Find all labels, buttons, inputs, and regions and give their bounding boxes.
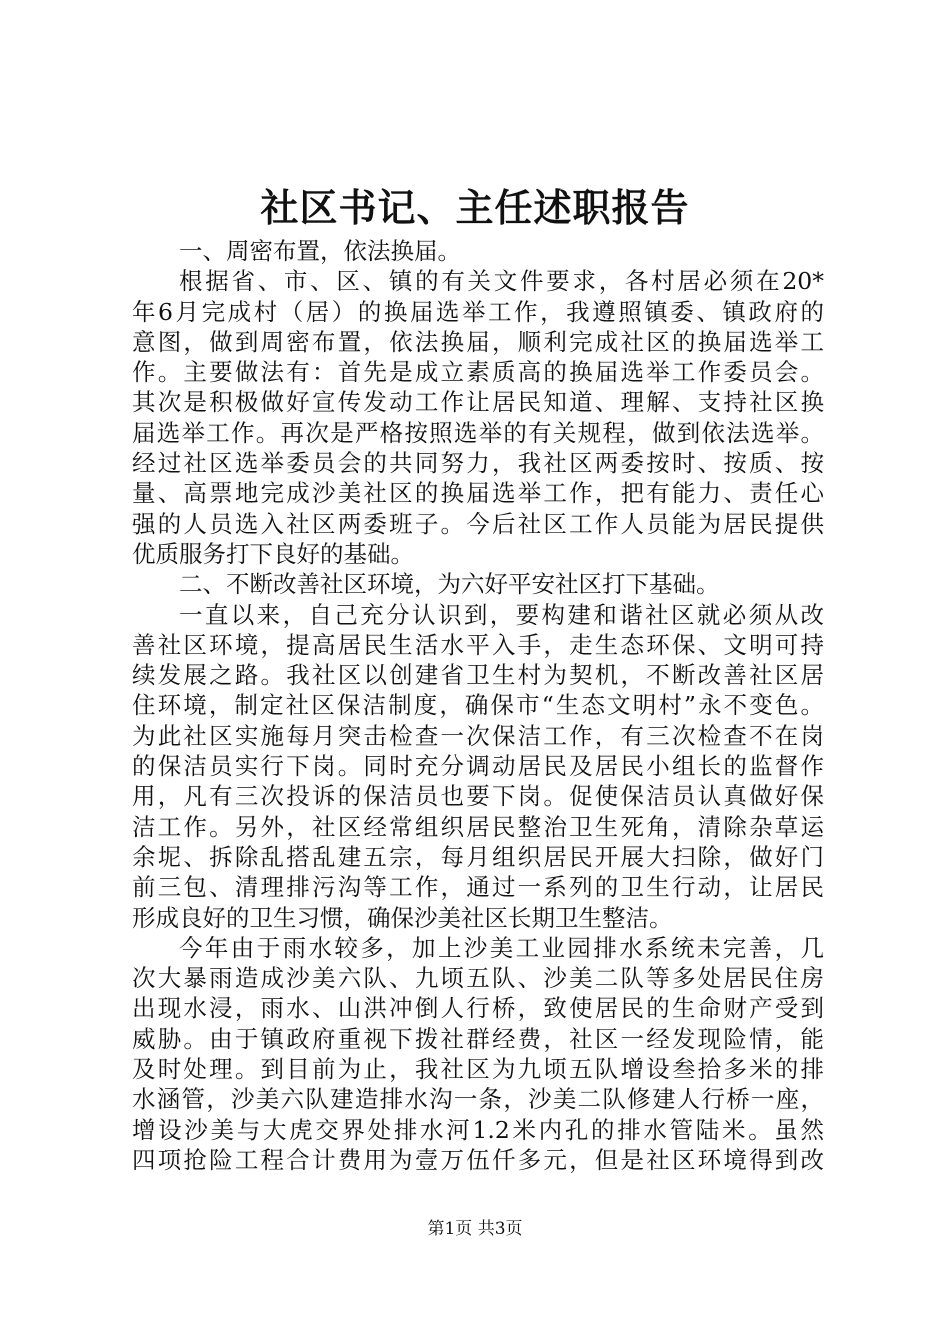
paragraph-line: 次大暴雨造成沙美六队、九顷五队、沙美二队等多处居民住房 xyxy=(132,964,824,993)
section-heading: 一、周密布置，依法换届。 xyxy=(179,237,461,265)
paragraph-line: 余坭、拆除乱搭乱建五宗，每月组织居民开展大扫除，做好门 xyxy=(132,842,824,871)
document-body xyxy=(132,236,824,1175)
paragraph-line: 善社区环境，提高居民生活水平入手，走生态环保、文明可持 xyxy=(132,630,824,659)
paragraph-line: 为此社区实施每月突击检查一次保洁工作，有三次检查不在岗 xyxy=(132,721,824,750)
paragraph-line: 年6月完成村（居）的换届选举工作，我遵照镇委、镇政府的 xyxy=(132,297,824,326)
paragraph-line: 住环境，制定社区保洁制度，确保市“生态文明村”永不变色。 xyxy=(132,691,824,720)
paragraph-line: 强的人员选入社区两委班子。今后社区工作人员能为居民提供 xyxy=(132,509,824,538)
paragraph-line: 今年由于雨水较多，加上沙美工业园排水系统未完善，几 xyxy=(179,933,824,962)
paragraph-line: 出现水浸，雨水、山洪冲倒人行桥，致使居民的生命财产受到 xyxy=(132,994,824,1023)
paragraph-line: 前三包、清理排污沟等工作，通过一系列的卫生行动，让居民 xyxy=(132,873,824,902)
paragraph-line: 意图，做到周密布置，依法换届，顺利完成社区的换届选举工 xyxy=(132,327,824,356)
paragraph-line: 威胁。由于镇政府重视下拨社群经费，社区一经发现险情，能 xyxy=(132,1024,824,1053)
paragraph-line: 根据省、市、区、镇的有关文件要求，各村居必须在20* xyxy=(179,267,824,296)
paragraph-line: 四项抢险工程合计费用为壹万伍仟多元，但是社区环境得到改 xyxy=(132,1145,824,1174)
paragraph-line: 一直以来，自己充分认识到，要构建和谐社区就必须从改 xyxy=(179,600,824,629)
page-footer: 第1页 共3页 xyxy=(427,1219,523,1239)
paragraph-line: 水涵管，沙美六队建造排水沟一条，沙美二队修建人行桥一座， xyxy=(132,1085,824,1114)
paragraph-line: 形成良好的卫生习惯，确保沙美社区长期卫生整洁。 xyxy=(132,903,673,932)
paragraph-line: 其次是积极做好宣传发动工作让居民知道、理解、支持社区换 xyxy=(132,388,824,417)
paragraph-line: 及时处理。到目前为止，我社区为九顷五队增设叁拾多米的排 xyxy=(132,1055,824,1084)
paragraph-line: 经过社区选举委员会的共同努力，我社区两委按时、按质、按 xyxy=(132,449,824,478)
paragraph-line: 优质服务打下良好的基础。 xyxy=(132,539,414,568)
paragraph-line: 续发展之路。我社区以创建省卫生村为契机，不断改善社区居 xyxy=(132,661,824,690)
paragraph-line: 用，凡有三次投诉的保洁员也要下岗。促使保洁员认真做好保 xyxy=(132,782,824,811)
paragraph-line: 届选举工作。再次是严格按照选举的有关规程，做到依法选举。 xyxy=(132,418,824,447)
paragraph-line: 的保洁员实行下岗。同时充分调动居民及居民小组长的监督作 xyxy=(132,752,824,781)
section-heading: 二、不断改善社区环境，为六好平安社区打下基础。 xyxy=(179,570,720,599)
paragraph-line: 量、高票地完成沙美社区的换届选举工作，把有能力、责任心 xyxy=(132,479,824,508)
paragraph-line: 作。主要做法有：首先是成立素质高的换届选举工作委员会。 xyxy=(132,358,824,387)
document-title: 社区书记、主任述职报告 xyxy=(260,185,690,230)
paragraph-line: 洁工作。另外，社区经常组织居民整治卫生死角，清除杂草运 xyxy=(132,812,824,841)
paragraph-line: 增设沙美与大虎交界处排水河1.2米内孔的排水管陆米。虽然 xyxy=(132,1115,824,1144)
